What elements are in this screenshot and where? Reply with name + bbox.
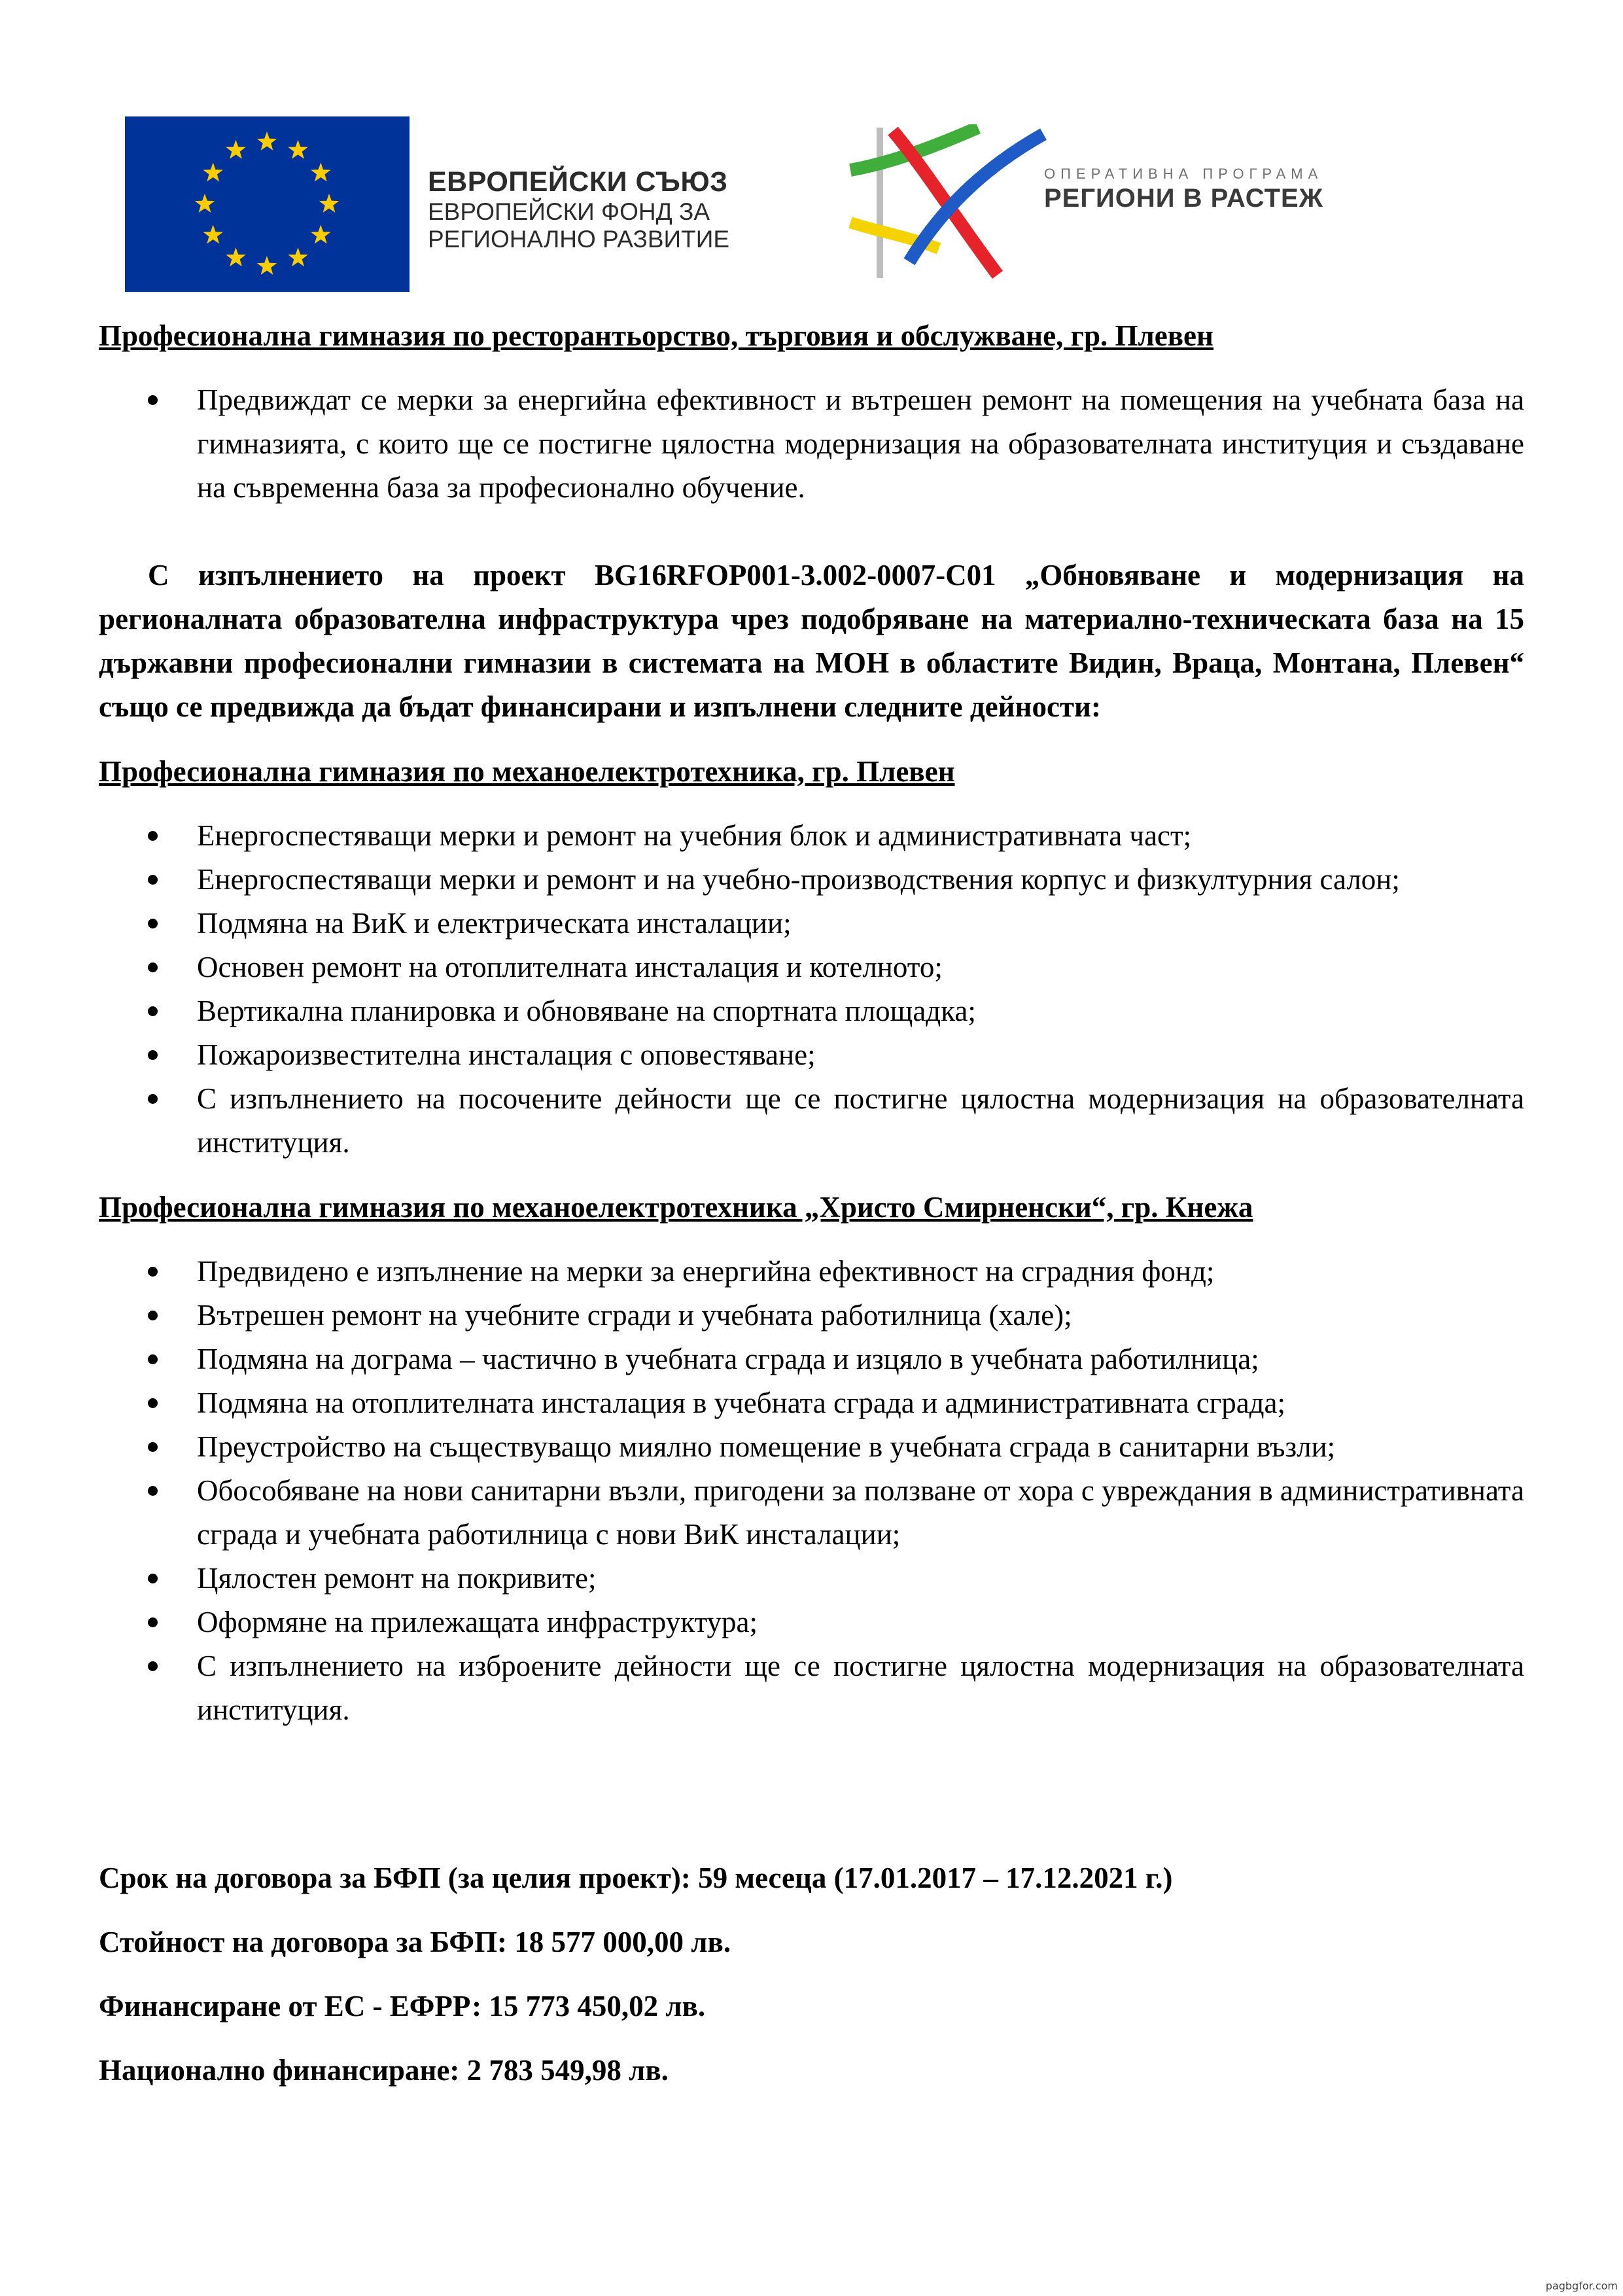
list-item: С изпълнението на посочените дейности ще се постигне цялостна модернизация на образователната институция. [99, 1077, 1524, 1165]
list-item: Предвидено е изпълнение на мерки за енергийна ефективност на сградния фонд; [99, 1250, 1524, 1294]
list-item: Подмяна на дограма – частично в учебната сграда и изцяло в учебната работилница; [99, 1337, 1524, 1381]
eu-star-icon [288, 247, 307, 266]
section1-heading: Професионална гимназия по ресторантьорство, търговия и обслужване, гр. Плевен [99, 319, 1213, 352]
list-item: Преустройство на съществуващо миялно помещение в учебната сграда в санитарни възли; [99, 1425, 1524, 1469]
list-item: Вътрешен ремонт на учебните сгради и учебната работилница (хале); [99, 1294, 1524, 1337]
program-small-label: ОПЕРАТИВНА ПРОГРАМА [1044, 166, 1323, 182]
eu-star-icon [226, 140, 245, 159]
project-intro: С изпълнението на проект BG16RFOP001-3.002-0007-C01 „Обновяване и модернизация на регионалната образователна инфраструктура чрез подобряване на материално-техническата база на 15 държавни професионални гимназии в системата на МОН в областите Видин, Враца, Монтана, Плевен“ също се предвижда да бъдат финансирани и изпълнени следните дейности: [99, 559, 1524, 723]
list-item: Енергоспестяващи мерки и ремонт на учебния блок и административната част; [99, 814, 1524, 858]
list-item: Обособяване на нови санитарни възли, пригодени за ползване от хора с увреждания в административната сграда и учебната работилница с нови ВиК инсталации; [99, 1469, 1524, 1557]
eu-union-label: ЕВРОПЕЙСКИ СЪЮЗ [428, 166, 728, 198]
eu-star-icon [319, 194, 339, 213]
list-item: Предвиждат се мерки за енергийна ефективност и вътрешен ремонт на помещения на учебната база на гимназията, с които ще се постигне цялостна модернизация на образователната институция и създаване на съвременна база за професионално обучение. [99, 378, 1524, 510]
section2-list [99, 814, 1524, 1165]
eu-star-icon [311, 163, 330, 182]
document-body [99, 314, 1524, 2093]
list-item: Енергоспестяващи мерки и ремонт и на учебно-производствения корпус и физкултурния салон; [99, 858, 1524, 902]
watermark: pagbgfor.com [1545, 2280, 1618, 2292]
eu-star-icon [311, 225, 330, 244]
eu-fund-text [428, 166, 729, 253]
eu-regional-label: РЕГИОНАЛНО РАЗВИТИЕ [428, 226, 730, 253]
eu-flag-logo [125, 116, 410, 292]
header-logos [0, 0, 1623, 301]
eu-star-icon [203, 163, 223, 182]
list-item: Пожароизвестителна инсталация с оповестяване; [99, 1033, 1524, 1077]
section1-list [99, 378, 1524, 510]
program-text [1044, 165, 1323, 213]
eu-funding: Финансиране от ЕС - ЕФРР: 15 773 450,02 лв. [99, 1990, 706, 2022]
eu-star-icon [203, 225, 223, 244]
eu-star-icon [195, 194, 215, 213]
list-item: Подмяна на отоплителната инсталация в учебната сграда и административната сграда; [99, 1381, 1524, 1425]
list-item: С изпълнението на изброените дейности ще се постигне цялостна модернизация на образователната институция. [99, 1644, 1524, 1732]
national-funding: Национално финансиране: 2 783 549,98 лв. [99, 2054, 669, 2087]
eu-star-icon [226, 247, 245, 266]
list-item: Цялостен ремонт на покривите; [99, 1557, 1524, 1600]
section3-list [99, 1250, 1524, 1732]
contract-term: Срок на договора за БФП (за целия проект): 59 месеца (17.01.2017 – 17.12.2021 г.) [99, 1862, 1173, 1894]
list-item: Основен ремонт на отоплителната инсталация и котелното; [99, 945, 1524, 989]
eu-fund-label: ЕВРОПЕЙСКИ ФОНД ЗА [428, 198, 710, 225]
eu-star-icon [257, 256, 277, 275]
contract-value: Стойност на договора за БФП: 18 577 000,00 лв. [99, 1926, 731, 1958]
regions-in-growth-logo [847, 124, 1063, 285]
list-item: Вертикална планировка и обновяване на спортната площадка; [99, 989, 1524, 1033]
eu-star-icon [288, 140, 307, 159]
list-item: Подмяна на ВиК и електрическата инсталации; [99, 902, 1524, 945]
eu-star-icon [257, 132, 277, 150]
section3-heading: Професионална гимназия по механоелектротехника „Христо Смирненски“, гр. Кнежа [99, 1191, 1253, 1224]
list-item: Оформяне на прилежащата инфраструктура; [99, 1600, 1524, 1644]
section2-heading: Професионална гимназия по механоелектротехника, гр. Плевен [99, 755, 955, 788]
contract-summary [99, 1856, 1524, 2093]
program-big-label: РЕГИОНИ В РАСТЕЖ [1044, 184, 1323, 213]
